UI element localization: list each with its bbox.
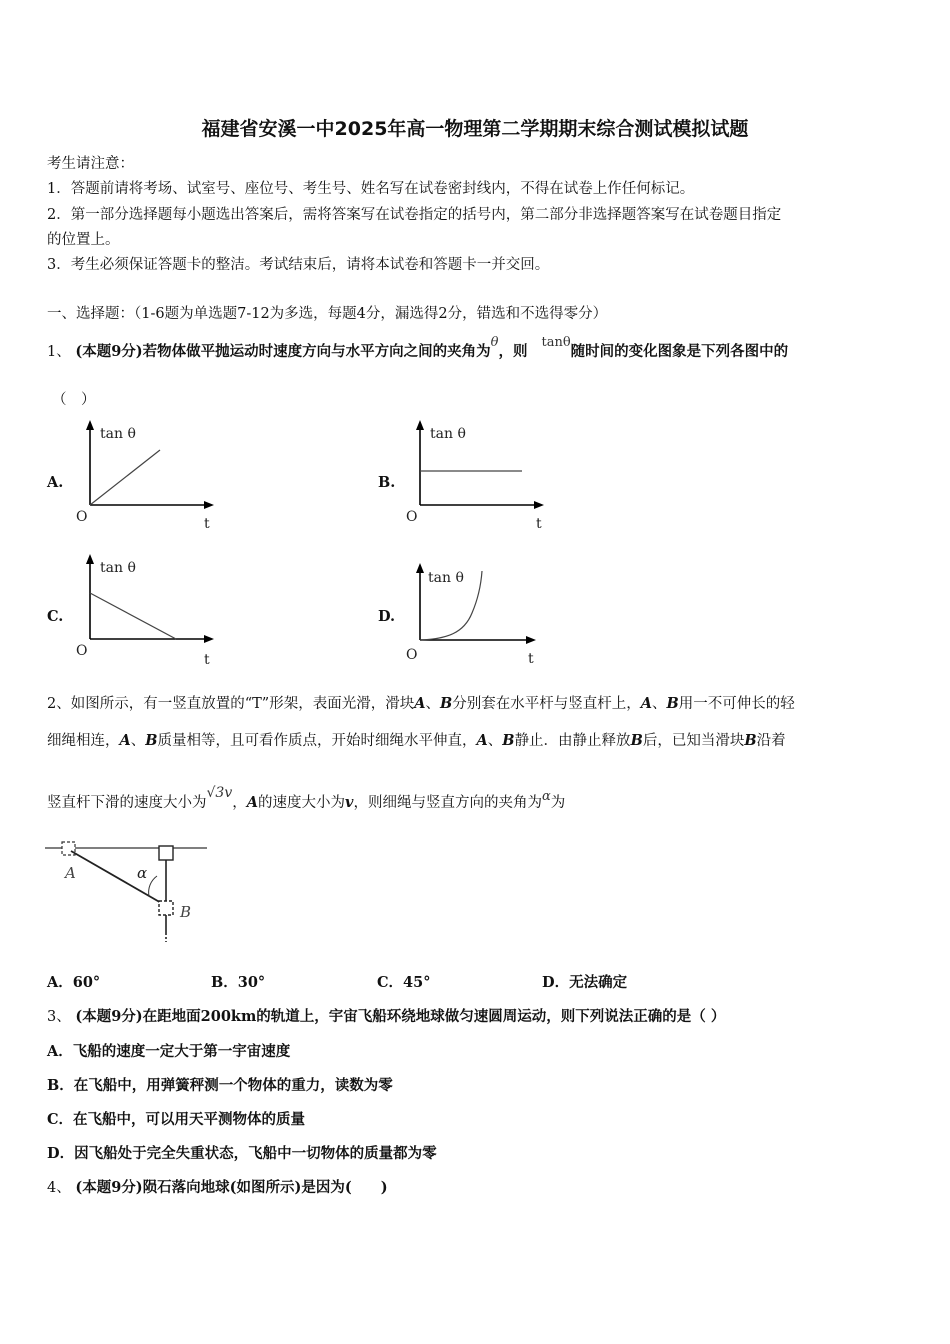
- text: 分别套在水平杆与竖直杆上，: [452, 696, 641, 712]
- y-axis-arrow-icon: [86, 554, 94, 564]
- var: A: [640, 695, 653, 712]
- slider-b: [159, 901, 173, 915]
- graph-c: [72, 554, 222, 669]
- question-2-line-1: [47, 692, 795, 713]
- question-points: (本题9分): [75, 1179, 143, 1196]
- notice-item: 的位置上。: [47, 232, 120, 248]
- question-number: 1、: [47, 344, 71, 360]
- var: A: [119, 732, 131, 749]
- x-label: t: [204, 652, 210, 668]
- var: v: [345, 794, 354, 811]
- q3-option-b[interactable]: B．在飞船中，用弹簧秤测一个物体的重力，读数为零: [47, 1077, 393, 1094]
- y-axis-arrow-icon: [416, 563, 424, 573]
- tan-theta-symbol: tanθ: [541, 335, 571, 350]
- question-2-line-3: [47, 785, 566, 812]
- y-label: tan θ: [100, 426, 136, 442]
- text: 的速度大小为: [258, 795, 346, 811]
- text: 、: [652, 696, 667, 712]
- text: 竖直杆下滑的速度大小为: [47, 795, 207, 811]
- option-label-c[interactable]: C.: [47, 608, 64, 625]
- x-axis-arrow-icon: [204, 635, 214, 643]
- var: B: [440, 695, 453, 712]
- question-text: 若物体做平抛运动时速度方向与水平方向之间的夹角为: [142, 343, 491, 360]
- q2-option-d[interactable]: D．无法确定: [542, 974, 628, 991]
- question-text: 随时间的变化图象是下列各图中的: [570, 343, 789, 360]
- question-points: (本题9分): [75, 1008, 143, 1025]
- x-label: t: [528, 651, 534, 667]
- text: 、: [487, 733, 503, 749]
- text: ，: [232, 795, 247, 811]
- notice-item: 2．第一部分选择题每小题选出答案后，需将答案写在试卷指定的括号内，第二部分非选择题答案写在试卷题目指定: [47, 207, 782, 223]
- notice-item: 1．答题前请将考场、试室号、座位号、考生号、姓名写在试卷密封线内，不得在试卷上作任何标记。: [47, 181, 695, 197]
- question-3: [47, 1005, 725, 1026]
- text: 细绳相连，: [47, 733, 120, 749]
- text: 、: [425, 696, 440, 712]
- text: 2、如图所示，有一竖直放置的“T”形架，表面光滑，滑块: [47, 696, 415, 712]
- rope: [71, 851, 163, 904]
- question-1: [47, 335, 789, 361]
- alpha-symbol: α: [541, 789, 551, 804]
- origin-label: O: [406, 647, 418, 663]
- label-alpha: α: [137, 864, 148, 882]
- graph-a: [72, 420, 222, 535]
- text: ，则细绳与竖直方向的夹角为: [353, 795, 542, 811]
- origin-label: O: [406, 509, 418, 525]
- graph-line: [90, 593, 176, 639]
- y-label: tan θ: [100, 560, 136, 576]
- question-text: ，则: [498, 343, 528, 360]
- var: A: [414, 695, 426, 712]
- y-axis-arrow-icon: [86, 420, 94, 430]
- answer-bracket: （ ）: [52, 392, 96, 408]
- top-block: [159, 846, 173, 860]
- q2-option-b[interactable]: B．30°: [211, 974, 266, 991]
- var: A: [246, 794, 259, 811]
- text: 后，已知当滑块: [642, 733, 745, 749]
- x-axis-arrow-icon: [526, 636, 536, 644]
- x-label: t: [204, 516, 210, 532]
- graph-b: [402, 420, 552, 535]
- question-2-line-2: [47, 729, 786, 750]
- origin-label: O: [76, 643, 88, 659]
- var: B: [744, 732, 757, 749]
- y-label: tan θ: [428, 570, 464, 586]
- q2-option-c[interactable]: C．45°: [377, 974, 431, 991]
- q2-option-a[interactable]: A．60°: [47, 974, 101, 991]
- option-label-d[interactable]: D.: [378, 608, 396, 625]
- y-label: tan θ: [430, 426, 466, 442]
- angle-arc: [149, 876, 157, 896]
- var: B: [630, 732, 643, 749]
- question-text: 在距地面200km的轨道上，宇宙飞船环绕地球做匀速圆周运动，则下列说法正确的是（ ）: [142, 1008, 726, 1025]
- question-4: [47, 1176, 388, 1197]
- origin-label: O: [76, 509, 88, 525]
- text: 、: [130, 733, 146, 749]
- q3-option-a[interactable]: A．飞船的速度一定大于第一宇宙速度: [47, 1043, 291, 1060]
- text: 质量相等，且可看作质点，开始时细绳水平伸直，: [157, 733, 477, 749]
- text: 用一不可伸长的轻: [678, 696, 795, 712]
- var: B: [145, 732, 158, 749]
- var: B: [502, 732, 515, 749]
- x-axis-arrow-icon: [204, 501, 214, 509]
- label-b: B: [180, 903, 192, 921]
- question-text: 陨石落向地球(如图所示)是因为( ): [142, 1179, 388, 1196]
- notice-heading: 考生请注意：: [47, 156, 134, 172]
- question-points: (本题9分): [75, 343, 143, 360]
- notice-item: 3．考生必须保证答题卡的整洁。考试结束后，请将本试卷和答题卡一并交回。: [47, 257, 550, 273]
- text: 沿着: [756, 733, 786, 749]
- graph-d: [402, 563, 552, 678]
- q3-option-c[interactable]: C．在飞船中，可以用天平测物体的质量: [47, 1111, 306, 1128]
- option-label-a[interactable]: A.: [47, 474, 64, 491]
- label-a: A: [65, 864, 76, 882]
- question-number: 3、: [47, 1009, 71, 1025]
- question-number: 4、: [47, 1180, 71, 1196]
- option-label-b[interactable]: B.: [378, 474, 396, 491]
- var: B: [666, 695, 679, 712]
- var: A: [476, 732, 488, 749]
- y-axis-arrow-icon: [416, 420, 424, 430]
- theta-symbol: θ: [490, 335, 499, 350]
- page-title: 福建省安溪一中2025年高一物理第二学期期末综合测试模拟试题: [201, 118, 749, 140]
- graph-line: [90, 450, 160, 505]
- x-axis-arrow-icon: [534, 501, 544, 509]
- t-frame-figure: [45, 838, 215, 948]
- text: 为: [550, 795, 566, 811]
- text: 静止．由静止释放: [514, 733, 631, 749]
- section-heading: 一、选择题：（1-6题为单选题7-12为多选，每题4分，漏选得2分，错选和不选得零分）: [47, 306, 608, 322]
- speed-expression: √3v: [206, 785, 233, 801]
- q3-option-d[interactable]: D．因飞船处于完全失重状态，飞船中一切物体的质量都为零: [47, 1145, 437, 1162]
- x-label: t: [536, 516, 542, 532]
